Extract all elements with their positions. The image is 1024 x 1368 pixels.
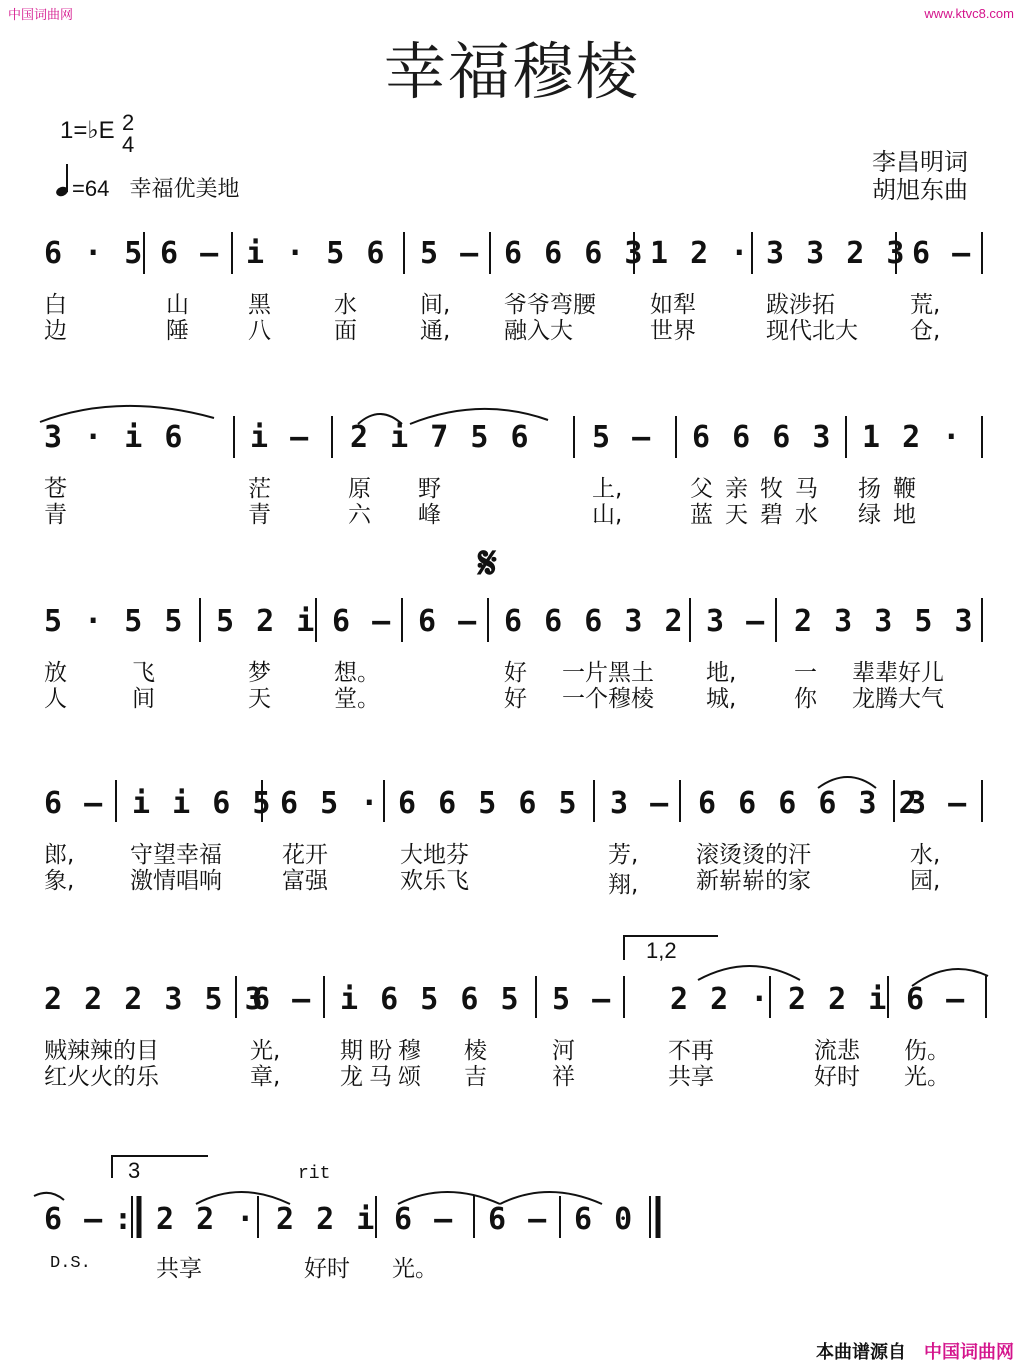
- row-2-measure-5: 6 6 6 3: [692, 420, 833, 455]
- row-4-lyric-1-5: 芳,: [608, 842, 639, 868]
- row-2-lyric-1-7: 扬鞭: [858, 476, 928, 502]
- row-3-lyric-2-1: 人: [44, 686, 67, 712]
- row-3-lyric-2-9: 龙腾大气: [852, 686, 944, 712]
- row-2-lyric-1-4: 野: [418, 476, 441, 502]
- row-5-measure-3: i 6 5 6 5: [340, 982, 521, 1017]
- row-6-measure-3: 2 2 i: [276, 1202, 377, 1237]
- row-5-lyric-1-5: 河: [552, 1038, 575, 1064]
- row-1-measure-4: 5 –: [420, 236, 481, 271]
- row-2-lyric-1-5: 上,: [592, 476, 623, 502]
- row-5-lyric-2-2: 章,: [250, 1064, 281, 1090]
- row-4-lyric-1-2: 守望幸福: [130, 842, 222, 868]
- page-title: 幸福穆棱: [383, 35, 640, 108]
- site-name-left[interactable]: 中国词曲网: [8, 8, 74, 23]
- row-1-lyric-2-6: 融入大: [504, 318, 573, 344]
- row-2-measure-2: i –: [250, 420, 311, 455]
- row-1-lyric-1-7: 如犁: [650, 292, 696, 318]
- row-1-lyric-2-1: 边: [44, 318, 67, 344]
- row-4-lyric-2-1: 象,: [44, 868, 75, 894]
- row-1-lyric-2-8: 现代北大: [766, 318, 858, 344]
- row-3-lyric-2-2: 间: [132, 686, 155, 712]
- row-5-measure-5: 2 2 ·: [670, 982, 771, 1017]
- row-5-lyric-1-1: 贼辣辣的目: [44, 1038, 159, 1064]
- row-1-lyric-1-9: 荒,: [910, 292, 941, 318]
- row-5-lyric-1-7: 流悲: [814, 1038, 860, 1064]
- row-4-lyric-2-5: 翔,: [608, 872, 639, 898]
- row-3-measure-5: 6 6 6 3 2: [504, 604, 685, 639]
- row-2-lyric-2-3: 六: [348, 502, 371, 528]
- row-4-lyric-2-4: 欢乐飞: [400, 868, 469, 894]
- row-4-measure-1: 6 –: [44, 786, 105, 821]
- row-4-lyric-1-3: 花开: [282, 842, 328, 868]
- row-6-lyric-1-3: 光。: [392, 1256, 438, 1282]
- row-1-lyric-1-6: 爷爷弯腰: [504, 292, 596, 318]
- row-3-lyric-2-6: 一个穆棱: [562, 686, 654, 712]
- row-4-lyric-1-7: 水,: [910, 842, 941, 868]
- row-5-lyric-1-2: 光,: [250, 1038, 281, 1064]
- source-site-link[interactable]: 中国词曲网: [924, 1342, 1014, 1363]
- row-5-lyric-2-7: 好时: [814, 1064, 860, 1090]
- row-6-measure-1: 6 –: [44, 1202, 105, 1237]
- row-1-measure-6: 1 2 ·: [650, 236, 751, 271]
- row-3-measure-1: 5 · 5 5: [44, 604, 185, 639]
- row-1-lyric-2-3: 八: [248, 318, 271, 344]
- row-1-measure-5: 6 6 6 3: [504, 236, 645, 271]
- row-5-lyric-2-6: 共享: [668, 1064, 714, 1090]
- row-2-measure-6: 1 2 ·: [862, 420, 963, 455]
- row-4-lyric-2-6: 新崭崭的家: [696, 868, 811, 894]
- row-5-lyric-2-1: 红火火的乐: [44, 1064, 159, 1090]
- composer: 胡旭东曲: [872, 176, 968, 204]
- row-4-lyric-2-2: 激情唱响: [130, 868, 222, 894]
- lyricist: 李昌明词: [872, 148, 968, 176]
- volta-3-label: 3: [128, 1158, 141, 1183]
- expression-mark: 幸福优美地: [129, 176, 240, 201]
- time-top: 2: [122, 110, 135, 135]
- row-2-lyric-2-6: 蓝天碧水: [690, 502, 830, 528]
- row-3-lyric-2-4: 堂。: [334, 686, 380, 712]
- row-6-measure-6: 6 0: [574, 1202, 635, 1237]
- row-4-measure-4: 6 6 5 6 5: [398, 786, 579, 821]
- row-4-measure-2: i i 6 5: [132, 786, 273, 821]
- row-2-measure-4: 5 –: [592, 420, 653, 455]
- row-6-measure-4: 6 –: [394, 1202, 455, 1237]
- row-2-lyric-1-1: 苍: [44, 476, 67, 502]
- row-5-lyric-1-6: 不再: [668, 1038, 714, 1064]
- row-1-lyric-2-4: 面: [334, 318, 357, 344]
- tempo-value: =64: [72, 176, 110, 201]
- row-3-lyric-1-3: 梦: [248, 660, 271, 686]
- row-3-lyric-1-1: 放: [44, 660, 67, 686]
- row-5-lyric-2-5: 祥: [552, 1064, 575, 1090]
- row-3-lyric-2-7: 城,: [706, 686, 737, 712]
- row-3-lyric-2-8: 你: [794, 686, 817, 712]
- row-5-lyric-1-3: 期盼穆: [340, 1038, 427, 1064]
- row-2-lyric-2-5: 山,: [592, 502, 623, 528]
- row-3-measure-4: 6 –: [418, 604, 479, 639]
- row-4-measure-3: 6 5 ·: [280, 786, 381, 821]
- row-5-measure-7: 6 –: [906, 982, 967, 1017]
- row-3-measure-3: 6 –: [332, 604, 393, 639]
- row-3-measure-6: 3 –: [706, 604, 767, 639]
- row-1-lyric-2-2: 陲: [166, 318, 189, 344]
- row-3-lyric-2-3: 天: [248, 686, 271, 712]
- row-1-measure-1: 6 · 5: [44, 236, 145, 271]
- row-3-lyric-1-6: 一片黑土: [562, 660, 654, 686]
- row-4-measure-7: 3 –: [908, 786, 969, 821]
- row-2-lyric-1-3: 原: [348, 476, 371, 502]
- row-5-lyric-1-4: 棱: [464, 1038, 487, 1064]
- row-5-measure-4: 5 –: [552, 982, 613, 1017]
- time-bottom: 4: [122, 132, 135, 157]
- row-1-lyric-2-9: 仓,: [910, 318, 941, 344]
- row-5-measure-2: 6 –: [252, 982, 313, 1017]
- source-label: 本曲谱源自: [816, 1342, 906, 1363]
- row-1-measure-7: 3 3 2 3: [766, 236, 907, 271]
- row-1-measure-2: 6 –: [160, 236, 221, 271]
- site-url-right[interactable]: www.ktvc8.com: [924, 6, 1014, 21]
- row-1-measure-8: 6 –: [912, 236, 973, 271]
- row-2-lyric-1-2: 茫: [248, 476, 271, 502]
- ds-mark: D.S.: [50, 1254, 91, 1273]
- row-3-lyric-2-5: 好: [504, 686, 527, 712]
- row-2-lyric-1-6: 父亲牧马: [690, 476, 830, 502]
- row-6-repeat-sign: :: [114, 1202, 135, 1237]
- row-4-measure-6: 6 6 6 6 3 2: [698, 786, 919, 821]
- row-1-lyric-2-7: 世界: [650, 318, 696, 344]
- row-3-lyric-1-9: 辈辈好儿: [852, 660, 944, 686]
- row-4-lyric-1-4: 大地芬: [400, 842, 469, 868]
- row-2-measure-1: 3 · i 6: [44, 420, 185, 455]
- segno-icon: 𝄋: [478, 538, 497, 589]
- row-5-lyric-1-8: 伤。: [904, 1038, 950, 1064]
- row-1-lyric-1-4: 水: [334, 292, 357, 318]
- row-4-lyric-1-1: 郎,: [44, 842, 75, 868]
- row-1-lyric-1-8: 跋涉拓: [766, 292, 835, 318]
- row-4-lyric-1-6: 滚烫烫的汗: [696, 842, 811, 868]
- row-3-measure-7: 2 3 3 5 3: [794, 604, 975, 639]
- row-1-lyric-1-5: 间,: [420, 292, 451, 318]
- key-signature: 1=♭E: [60, 117, 115, 144]
- row-3-lyric-1-2: 飞: [132, 660, 155, 686]
- row-1-lyric-2-5: 通,: [420, 318, 451, 344]
- row-1-lyric-1-2: 山: [166, 292, 189, 318]
- row-6-measure-2: 2 2 ·: [156, 1202, 257, 1237]
- row-1-measure-3: i · 5 6: [246, 236, 387, 271]
- score-source-credit: [816, 1338, 1014, 1364]
- row-3-measure-2: 5 2 i: [216, 604, 317, 639]
- row-5-lyric-2-3: 龙马颂: [340, 1064, 427, 1090]
- row-5-lyric-2-8: 光。: [904, 1064, 950, 1090]
- row-2-lyric-2-2: 青: [248, 502, 271, 528]
- row-2-lyric-2-7: 绿地: [858, 502, 928, 528]
- row-3-lyric-1-5: 好: [504, 660, 527, 686]
- row-4-measure-5: 3 –: [610, 786, 671, 821]
- row-3-lyric-1-8: 一: [794, 660, 817, 686]
- row-2-lyric-2-4: 峰: [418, 502, 441, 528]
- row-4-lyric-2-7: 园,: [910, 868, 941, 894]
- rit-mark: rit: [298, 1164, 331, 1184]
- row-6-lyric-1-1: 共享: [156, 1256, 202, 1282]
- row-1-lyric-1-1: 白: [44, 292, 67, 318]
- row-5-lyric-2-4: 吉: [464, 1064, 487, 1090]
- row-2-lyric-2-1: 青: [44, 502, 67, 528]
- row-6-measure-5: 6 –: [488, 1202, 549, 1237]
- row-3-lyric-1-7: 地,: [706, 660, 737, 686]
- row-5-measure-1: 2 2 2 3 5 3: [44, 982, 265, 1017]
- row-5-measure-6: 2 2 i: [788, 982, 889, 1017]
- row-6-lyric-1-2: 好时: [304, 1256, 350, 1282]
- row-3-lyric-1-4: 想。: [334, 660, 380, 686]
- row-1-lyric-1-3: 黑: [248, 292, 271, 318]
- row-4-lyric-2-3: 富强: [282, 868, 328, 894]
- row-2-measure-3: 2 i 7 5 6: [350, 420, 531, 455]
- volta-1-2-label: 1,2: [646, 938, 677, 963]
